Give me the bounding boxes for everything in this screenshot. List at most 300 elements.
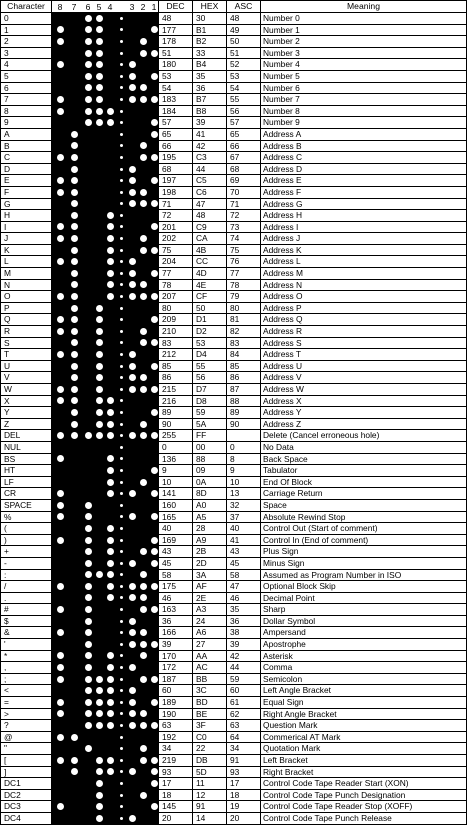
dec-cell: 45 [159, 557, 193, 569]
dec-cell: 58 [159, 569, 193, 581]
dec-cell: 210 [159, 326, 193, 338]
punched-hole [96, 815, 103, 822]
tape-holes [52, 303, 158, 314]
dec-cell: 86 [159, 372, 193, 384]
asc-cell: 87 [227, 384, 261, 396]
tape-holes [52, 627, 158, 638]
table-row [1, 59, 467, 71]
character-cell: I [1, 221, 52, 233]
asc-cell: 56 [227, 105, 261, 117]
tape-holes [52, 25, 158, 36]
punched-hole [57, 189, 64, 196]
asc-cell: 86 [227, 372, 261, 384]
hex-cell: D4 [193, 349, 227, 361]
table-row [1, 82, 467, 94]
meaning-cell: Address T [261, 349, 467, 361]
tape-pattern-cell [52, 708, 159, 720]
tape-holes [52, 233, 158, 244]
tape-pattern-cell [52, 233, 159, 245]
dec-cell: 90 [159, 418, 193, 430]
asc-cell: 45 [227, 557, 261, 569]
sprocket-hole [120, 573, 123, 576]
punched-hole [151, 699, 158, 706]
hex-cell: 12 [193, 789, 227, 801]
punched-hole [71, 386, 78, 393]
tape-holes [52, 593, 158, 604]
tape-holes [52, 13, 158, 24]
punched-hole [57, 537, 64, 544]
meaning-cell: Right Angle Bracket [261, 708, 467, 720]
hex-cell: D7 [193, 384, 227, 396]
meaning-cell: Equal Sign [261, 697, 467, 709]
hex-cell: 27 [193, 639, 227, 651]
character-cell: ) [1, 534, 52, 546]
punched-hole [151, 606, 158, 613]
punched-hole [85, 699, 92, 706]
asc-cell: 36 [227, 615, 261, 627]
tape-holes [52, 651, 158, 662]
asc-cell [227, 430, 261, 442]
punched-hole [151, 513, 158, 520]
dec-cell: 189 [159, 697, 193, 709]
punched-hole [151, 270, 158, 277]
punched-hole [57, 108, 64, 115]
punched-hole [129, 270, 136, 277]
dec-cell: 93 [159, 766, 193, 778]
punched-hole [129, 374, 136, 381]
dec-cell: 177 [159, 24, 193, 36]
punched-hole [96, 84, 103, 91]
punched-hole [96, 397, 103, 404]
meaning-cell: Carriage Return [261, 488, 467, 500]
hex-cell: BD [193, 697, 227, 709]
asc-cell: 61 [227, 697, 261, 709]
punched-hole [140, 374, 147, 381]
punched-hole [129, 73, 136, 80]
asc-cell: 62 [227, 708, 261, 720]
tape-pattern-cell [52, 639, 159, 651]
punched-hole [96, 768, 103, 775]
character-cell: NUL [1, 441, 52, 453]
tape-pattern-cell [52, 337, 159, 349]
meaning-cell: Address Q [261, 314, 467, 326]
table-row [1, 221, 467, 233]
punched-hole [107, 699, 114, 706]
dec-cell: 71 [159, 198, 193, 210]
punched-hole [140, 247, 147, 254]
hex-cell: C3 [193, 152, 227, 164]
asc-cell: 37 [227, 511, 261, 523]
sprocket-hole [120, 17, 123, 20]
table-row [1, 534, 467, 546]
tape-holes [52, 361, 158, 372]
punched-hole [71, 131, 78, 138]
tape-pattern-cell [52, 105, 159, 117]
punched-hole [107, 119, 114, 126]
punched-hole [107, 710, 114, 717]
punched-hole [107, 281, 114, 288]
table-row [1, 47, 467, 59]
dec-cell: 136 [159, 453, 193, 465]
dec-cell: 202 [159, 233, 193, 245]
meaning-cell: Address D [261, 163, 467, 175]
tape-holes [52, 488, 158, 499]
character-cell: 4 [1, 59, 52, 71]
hex-cell: 2B [193, 546, 227, 558]
tape-pattern-cell [52, 662, 159, 674]
tape-pattern-cell [52, 511, 159, 523]
table-row [1, 233, 467, 245]
punched-hole [107, 397, 114, 404]
tape-holes [52, 407, 158, 418]
punched-hole [57, 757, 64, 764]
punched-hole [57, 223, 64, 230]
sprocket-hole [120, 817, 123, 820]
character-cell: H [1, 210, 52, 222]
dec-cell: 18 [159, 789, 193, 801]
header-hex: HEX [193, 1, 227, 13]
character-cell: ? [1, 720, 52, 732]
sprocket-hole [120, 75, 123, 78]
hex-cell: 55 [193, 360, 227, 372]
punched-hole [140, 293, 147, 300]
punched-hole [140, 583, 147, 590]
punched-hole [140, 50, 147, 57]
dec-cell: 141 [159, 488, 193, 500]
character-cell: [ [1, 755, 52, 767]
character-cell: @ [1, 731, 52, 743]
tape-pattern-cell [52, 349, 159, 361]
asc-cell: 54 [227, 82, 261, 94]
dec-cell: 145 [159, 801, 193, 813]
tape-holes [52, 59, 158, 70]
character-cell: ; [1, 673, 52, 685]
hex-cell: 2E [193, 592, 227, 604]
character-cell: T [1, 349, 52, 361]
asc-cell: 90 [227, 418, 261, 430]
meaning-cell: Address G [261, 198, 467, 210]
character-cell: P [1, 302, 52, 314]
asc-cell: 69 [227, 175, 261, 187]
punched-hole [57, 502, 64, 509]
dec-cell: 0 [159, 441, 193, 453]
asc-cell: 20 [227, 812, 261, 824]
tape-holes [52, 106, 158, 117]
tape-holes [52, 349, 158, 360]
hex-cell: 30 [193, 13, 227, 25]
punched-hole [96, 803, 103, 810]
asc-cell: 42 [227, 650, 261, 662]
asc-cell: 77 [227, 268, 261, 280]
dec-cell: 170 [159, 650, 193, 662]
punched-hole [107, 664, 114, 671]
tape-pattern-cell [52, 291, 159, 303]
punched-hole [107, 247, 114, 254]
tape-holes [52, 639, 158, 650]
table-row [1, 615, 467, 627]
table-row [1, 476, 467, 488]
tape-pattern-cell [52, 36, 159, 48]
hex-cell: 00 [193, 441, 227, 453]
table-row [1, 117, 467, 129]
punched-hole [129, 594, 136, 601]
hex-cell: B2 [193, 36, 227, 48]
tape-pattern-cell [52, 801, 159, 813]
dec-cell: 187 [159, 673, 193, 685]
asc-cell: 19 [227, 801, 261, 813]
character-cell: - [1, 557, 52, 569]
character-cell: * [1, 650, 52, 662]
asc-cell: 84 [227, 349, 261, 361]
header-dec: DEC [159, 1, 193, 13]
punched-hole [151, 409, 158, 416]
tape-pattern-cell [52, 581, 159, 593]
hex-cell: C6 [193, 186, 227, 198]
punched-hole [85, 84, 92, 91]
meaning-cell: Sharp [261, 604, 467, 616]
punched-hole [85, 652, 92, 659]
punched-hole [57, 235, 64, 242]
tape-pattern-cell [52, 731, 159, 743]
character-cell: Y [1, 407, 52, 419]
punched-hole [107, 432, 114, 439]
dec-cell: 183 [159, 94, 193, 106]
character-cell: DC2 [1, 789, 52, 801]
punched-hole [57, 513, 64, 520]
punched-hole [140, 386, 147, 393]
sprocket-hole [120, 446, 123, 449]
table-row [1, 175, 467, 187]
asc-cell: 81 [227, 314, 261, 326]
punched-hole [57, 397, 64, 404]
tape-holes [52, 396, 158, 407]
punched-hole [140, 479, 147, 486]
channel-label-1: 1 [151, 2, 157, 12]
punched-hole [129, 166, 136, 173]
tape-holes [52, 442, 158, 453]
hex-cell: A5 [193, 511, 227, 523]
punched-hole [140, 745, 147, 752]
punched-hole [151, 177, 158, 184]
punched-hole [151, 119, 158, 126]
punched-hole [107, 490, 114, 497]
tape-holes [52, 743, 158, 754]
punched-hole [57, 293, 64, 300]
character-cell: K [1, 244, 52, 256]
sprocket-hole [120, 539, 123, 542]
punched-hole [71, 293, 78, 300]
asc-cell: 52 [227, 59, 261, 71]
sprocket-hole [120, 376, 123, 379]
punched-hole [129, 281, 136, 288]
punched-hole [140, 84, 147, 91]
tape-holes [52, 199, 158, 210]
tape-pattern-cell [52, 546, 159, 558]
punched-hole [129, 84, 136, 91]
character-cell: B [1, 140, 52, 152]
meaning-cell: Apostrophe [261, 639, 467, 651]
punched-hole [107, 108, 114, 115]
hex-cell: 48 [193, 210, 227, 222]
sprocket-hole [120, 805, 123, 808]
tape-holes [52, 801, 158, 812]
punched-hole [96, 571, 103, 578]
punched-hole [151, 26, 158, 33]
sprocket-hole [120, 457, 123, 460]
meaning-cell: Number 2 [261, 36, 467, 48]
hex-cell: 56 [193, 372, 227, 384]
punched-hole [71, 397, 78, 404]
hex-cell: DB [193, 755, 227, 767]
punched-hole [96, 409, 103, 416]
hex-cell: B8 [193, 105, 227, 117]
tape-pattern-cell [52, 210, 159, 222]
punched-hole [140, 281, 147, 288]
punched-hole [151, 386, 158, 393]
sprocket-hole [120, 747, 123, 750]
hex-cell: CF [193, 291, 227, 303]
sprocket-hole [120, 654, 123, 657]
sprocket-hole [120, 307, 123, 310]
punched-hole [151, 768, 158, 775]
tape-pattern-cell [52, 198, 159, 210]
punched-hole [96, 699, 103, 706]
punched-hole [107, 525, 114, 532]
character-cell: G [1, 198, 52, 210]
hex-cell: 35 [193, 70, 227, 82]
tape-pattern-cell [52, 70, 159, 82]
dec-cell: 180 [159, 59, 193, 71]
punched-hole [71, 189, 78, 196]
sprocket-hole [120, 214, 123, 217]
asc-cell: 80 [227, 302, 261, 314]
dec-cell: 51 [159, 47, 193, 59]
dec-cell: 163 [159, 604, 193, 616]
tape-channel-numbers [52, 1, 159, 12]
table-row [1, 650, 467, 662]
channel-label-6: 6 [85, 2, 91, 12]
tape-holes [52, 222, 158, 233]
hex-cell: 59 [193, 407, 227, 419]
asc-cell: 72 [227, 210, 261, 222]
asc-cell: 63 [227, 720, 261, 732]
channel-label-2: 2 [140, 2, 146, 12]
hex-cell: 42 [193, 140, 227, 152]
tape-pattern-cell [52, 360, 159, 372]
table-row [1, 24, 467, 36]
character-cell: L [1, 256, 52, 268]
asc-cell: 89 [227, 407, 261, 419]
hex-cell: 44 [193, 163, 227, 175]
punched-hole [85, 119, 92, 126]
asc-cell: 74 [227, 233, 261, 245]
punched-hole [129, 815, 136, 822]
sprocket-hole [120, 156, 123, 159]
punched-hole [85, 96, 92, 103]
punched-hole [96, 328, 103, 335]
table-row [1, 604, 467, 616]
tape-pattern-cell [52, 557, 159, 569]
punched-hole [96, 61, 103, 68]
hex-cell: 91 [193, 801, 227, 813]
punched-hole [129, 386, 136, 393]
punched-hole [107, 676, 114, 683]
hex-cell: B7 [193, 94, 227, 106]
sprocket-hole [120, 782, 123, 785]
tape-pattern-cell [52, 488, 159, 500]
table-row [1, 291, 467, 303]
sprocket-hole [120, 63, 123, 66]
punched-hole [107, 757, 114, 764]
punched-hole [71, 432, 78, 439]
dec-cell: 184 [159, 105, 193, 117]
punched-hole [85, 722, 92, 729]
punched-hole [85, 618, 92, 625]
dec-cell: 68 [159, 163, 193, 175]
meaning-cell: Number 3 [261, 47, 467, 59]
asc-cell: 70 [227, 186, 261, 198]
header-tape-channels [52, 1, 159, 13]
punched-hole [151, 780, 158, 787]
punched-hole [71, 339, 78, 346]
tape-holes [52, 604, 158, 615]
meaning-cell: Address L [261, 256, 467, 268]
tape-holes [52, 581, 158, 592]
table-row [1, 673, 467, 685]
tape-holes [52, 129, 158, 140]
punched-hole [85, 537, 92, 544]
hex-cell: 5D [193, 766, 227, 778]
punched-hole [140, 200, 147, 207]
asc-cell: 32 [227, 499, 261, 511]
dec-cell: 85 [159, 360, 193, 372]
table-row [1, 268, 467, 280]
sprocket-hole [120, 678, 123, 681]
meaning-cell: Address H [261, 210, 467, 222]
tape-holes [52, 338, 158, 349]
asc-cell: 13 [227, 488, 261, 500]
table-row [1, 755, 467, 767]
punched-hole [71, 305, 78, 312]
tape-holes [52, 384, 158, 395]
tape-holes [52, 732, 158, 743]
asc-cell: 58 [227, 569, 261, 581]
character-cell: Z [1, 418, 52, 430]
hex-cell: 3C [193, 685, 227, 697]
punched-hole [71, 363, 78, 370]
asc-cell: 68 [227, 163, 261, 175]
punched-hole [96, 119, 103, 126]
sprocket-hole [120, 736, 123, 739]
tape-holes [52, 685, 158, 696]
punched-hole [96, 676, 103, 683]
hex-cell: B4 [193, 59, 227, 71]
punched-hole [71, 166, 78, 173]
asc-cell: 8 [227, 453, 261, 465]
meaning-cell: Quotation Mark [261, 743, 467, 755]
dec-cell: 83 [159, 337, 193, 349]
sprocket-hole [120, 434, 123, 437]
meaning-cell: Number 9 [261, 117, 467, 129]
tape-pattern-cell [52, 175, 159, 187]
hex-cell: A3 [193, 604, 227, 616]
punched-hole [107, 293, 114, 300]
punched-hole [107, 652, 114, 659]
character-cell: V [1, 372, 52, 384]
dec-cell: 17 [159, 778, 193, 790]
punched-hole [151, 432, 158, 439]
sprocket-hole [120, 179, 123, 182]
